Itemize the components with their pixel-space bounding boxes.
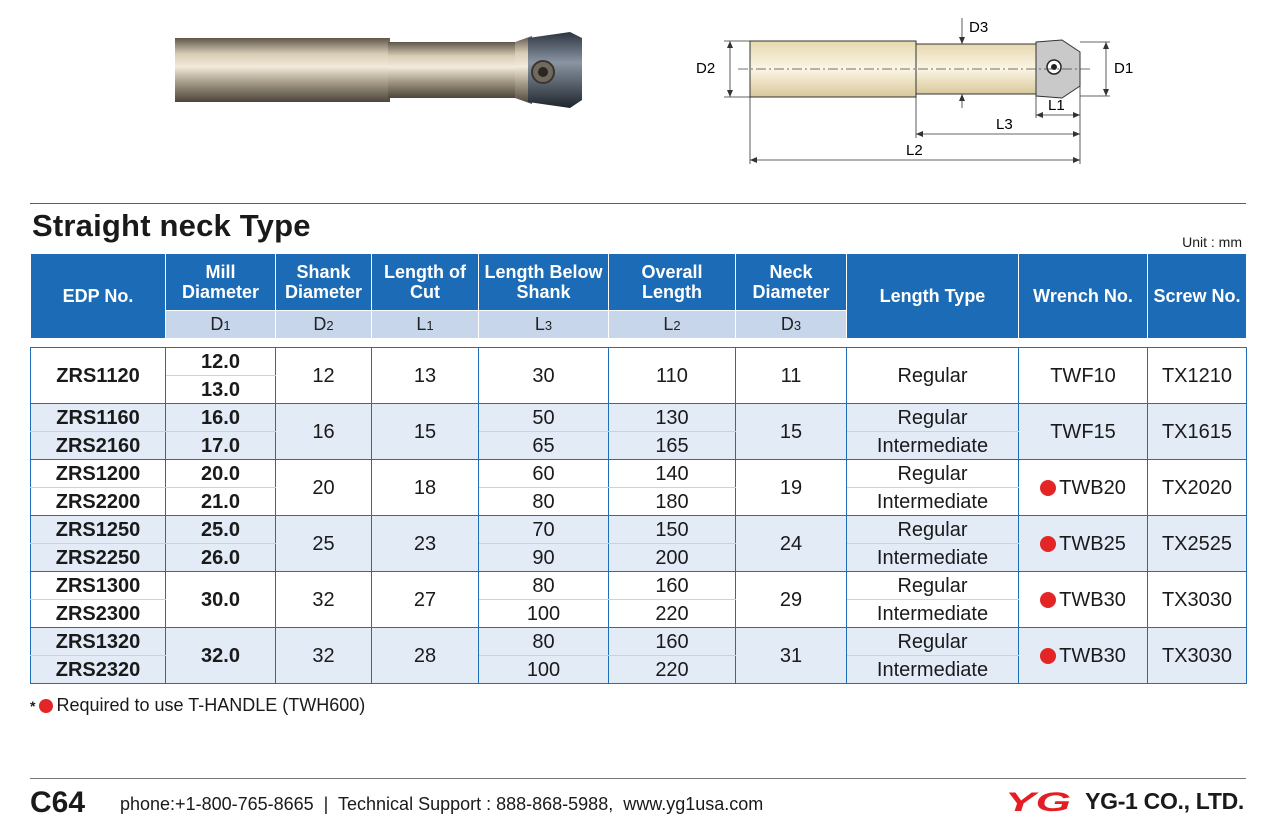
wrench-cell xyxy=(1019,348,1148,404)
header-length-of-cut: Length of Cut xyxy=(372,254,479,311)
length-type-cell: Regular xyxy=(847,516,1019,544)
length-type-cell: Intermediate xyxy=(847,600,1019,628)
screw-cell: TX1210 xyxy=(1148,348,1247,404)
shank-diameter-cell: 12 xyxy=(276,348,372,404)
required-dot-icon xyxy=(1040,480,1056,496)
overall-length-cell: 160 xyxy=(609,572,736,600)
length-below-shank-cell: 65 xyxy=(479,432,609,460)
edp-cell: ZRS1320 xyxy=(31,628,166,656)
length-of-cut-cell: 23 xyxy=(372,516,479,572)
screw-cell: TX2020 xyxy=(1148,460,1247,516)
length-below-shank-cell: 30 xyxy=(479,348,609,404)
length-below-shank-cell: 90 xyxy=(479,544,609,572)
table-row xyxy=(31,460,1247,488)
table-row xyxy=(31,348,1247,376)
length-type-cell: Regular xyxy=(847,460,1019,488)
wrench-cell xyxy=(1019,628,1148,684)
label-l3: L3 xyxy=(996,116,1013,133)
overall-length-cell: 140 xyxy=(609,460,736,488)
neck-diameter-cell: 29 xyxy=(736,572,847,628)
edp-cell: ZRS1300 xyxy=(31,572,166,600)
overall-length-cell: 220 xyxy=(609,656,736,684)
label-d2: D2 xyxy=(696,60,716,77)
section-divider xyxy=(30,203,1246,204)
wrench-cell xyxy=(1019,516,1148,572)
edp-cell: ZRS1250 xyxy=(31,516,166,544)
edp-cell: ZRS1200 xyxy=(31,460,166,488)
wrench-cell xyxy=(1019,404,1148,460)
table-row xyxy=(31,572,1247,600)
header-overall-length: Overall Length xyxy=(609,254,736,311)
neck-diameter-cell: 19 xyxy=(736,460,847,516)
wrench-label: TWF10 xyxy=(1050,364,1116,387)
length-of-cut-cell: 28 xyxy=(372,628,479,684)
wrench-cell xyxy=(1019,572,1148,628)
shank-diameter-cell: 16 xyxy=(276,404,372,460)
overall-length-cell: 150 xyxy=(609,516,736,544)
required-dot-icon xyxy=(1040,536,1056,552)
required-dot-icon xyxy=(1040,648,1056,664)
overall-length-cell: 220 xyxy=(609,600,736,628)
neck-diameter-cell: 24 xyxy=(736,516,847,572)
header-mill-diameter: Mill Diameter xyxy=(166,254,276,311)
length-below-shank-cell: 80 xyxy=(479,628,609,656)
wrench-label: TWB30 xyxy=(1059,644,1126,667)
overall-length-cell: 130 xyxy=(609,404,736,432)
symbol-d3: D3 xyxy=(736,311,847,339)
symbol-l3: L3 xyxy=(479,311,609,339)
shank-diameter-cell: 32 xyxy=(276,628,372,684)
footer-contact: phone:+1-800-765-8665 | Technical Support : 888-868-5988, www.yg1usa.com xyxy=(120,794,764,814)
edp-cell: ZRS2200 xyxy=(31,488,166,516)
shank-diameter-cell: 25 xyxy=(276,516,372,572)
spec-table xyxy=(30,253,1247,684)
overall-length-cell: 160 xyxy=(609,628,736,656)
header-neck-diameter: Neck Diameter xyxy=(736,254,847,311)
screw-cell: TX1615 xyxy=(1148,404,1247,460)
spec-table-body xyxy=(31,339,1247,684)
table-row xyxy=(31,516,1247,544)
length-type-cell: Regular xyxy=(847,404,1019,432)
label-d3: D3 xyxy=(969,19,989,36)
length-below-shank-cell: 80 xyxy=(479,488,609,516)
edp-cell: ZRS2320 xyxy=(31,656,166,684)
length-below-shank-cell: 70 xyxy=(479,516,609,544)
table-row xyxy=(31,404,1247,432)
company-logo xyxy=(1005,788,1244,815)
company-name: YG-1 CO., LTD. xyxy=(1085,788,1244,814)
length-below-shank-cell: 50 xyxy=(479,404,609,432)
overall-length-cell: 180 xyxy=(609,488,736,516)
footer-divider xyxy=(30,778,1246,779)
edp-cell: ZRS1120 xyxy=(31,348,166,404)
length-type-cell: Intermediate xyxy=(847,488,1019,516)
header-screw-no: Screw No. xyxy=(1148,254,1247,339)
header-shank-diameter: Shank Diameter xyxy=(276,254,372,311)
wrench-label: TWB30 xyxy=(1059,588,1126,611)
length-below-shank-cell: 100 xyxy=(479,656,609,684)
length-type-cell: Intermediate xyxy=(847,432,1019,460)
mill-diameter-cell: 12.0 xyxy=(166,348,276,376)
label-l2: L2 xyxy=(906,142,923,159)
wrench-cell xyxy=(1019,460,1148,516)
label-d1: D1 xyxy=(1114,60,1134,77)
wrench-label: TWB25 xyxy=(1059,532,1126,555)
symbol-d2: D2 xyxy=(276,311,372,339)
length-type-cell: Regular xyxy=(847,348,1019,404)
edp-cell: ZRS2250 xyxy=(31,544,166,572)
symbol-l1: L1 xyxy=(372,311,479,339)
technical-drawing xyxy=(690,12,1150,172)
length-of-cut-cell: 18 xyxy=(372,460,479,516)
length-type-cell: Intermediate xyxy=(847,656,1019,684)
edp-cell: ZRS2300 xyxy=(31,600,166,628)
length-of-cut-cell: 15 xyxy=(372,404,479,460)
overall-length-cell: 165 xyxy=(609,432,736,460)
overall-length-cell: 200 xyxy=(609,544,736,572)
table-row xyxy=(31,628,1247,656)
mill-diameter-cell: 32.0 xyxy=(166,628,276,684)
unit-label: Unit : mm xyxy=(1182,234,1242,250)
length-below-shank-cell: 60 xyxy=(479,460,609,488)
screw-cell: TX3030 xyxy=(1148,628,1247,684)
header-wrench-no: Wrench No. xyxy=(1019,254,1148,339)
symbol-l2: L2 xyxy=(609,311,736,339)
label-l1: L1 xyxy=(1048,97,1065,114)
required-dot-icon xyxy=(39,699,53,713)
logo-mark: YG xyxy=(1005,788,1072,815)
neck-diameter-cell: 15 xyxy=(736,404,847,460)
mill-diameter-cell: 30.0 xyxy=(166,572,276,628)
screw-cell: TX2525 xyxy=(1148,516,1247,572)
length-of-cut-cell: 27 xyxy=(372,572,479,628)
neck-diameter-cell: 31 xyxy=(736,628,847,684)
screw-cell: TX3030 xyxy=(1148,572,1247,628)
mill-diameter-cell: 13.0 xyxy=(166,376,276,404)
shank-diameter-cell: 32 xyxy=(276,572,372,628)
mill-diameter-cell: 17.0 xyxy=(166,432,276,460)
length-type-cell: Regular xyxy=(847,572,1019,600)
header-length-type: Length Type xyxy=(847,254,1019,339)
page-number: C64 xyxy=(30,786,86,819)
overall-length-cell: 110 xyxy=(609,348,736,404)
header-edp: EDP No. xyxy=(31,254,166,339)
mill-diameter-cell: 21.0 xyxy=(166,488,276,516)
length-type-cell: Regular xyxy=(847,628,1019,656)
length-below-shank-cell: 80 xyxy=(479,572,609,600)
length-type-cell: Intermediate xyxy=(847,544,1019,572)
mill-diameter-cell: 25.0 xyxy=(166,516,276,544)
symbol-d1: D1 xyxy=(166,311,276,339)
edp-cell: ZRS2160 xyxy=(31,432,166,460)
footnote-text: Required to use T-HANDLE (TWH600) xyxy=(56,695,366,715)
required-dot-icon xyxy=(1040,592,1056,608)
length-below-shank-cell: 100 xyxy=(479,600,609,628)
mill-diameter-cell: 26.0 xyxy=(166,544,276,572)
wrench-label: TWF15 xyxy=(1050,420,1116,443)
footnote xyxy=(30,695,365,716)
yg-logo-icon xyxy=(1005,789,1075,815)
header-length-below-shank: Length Below Shank xyxy=(479,254,609,311)
footnote-star: * xyxy=(30,698,36,714)
shank-diameter-cell: 20 xyxy=(276,460,372,516)
section-title: Straight neck Type xyxy=(32,208,311,243)
product-photo xyxy=(170,28,590,108)
neck-diameter-cell: 11 xyxy=(736,348,847,404)
wrench-label: TWB20 xyxy=(1059,476,1126,499)
length-of-cut-cell: 13 xyxy=(372,348,479,404)
edp-cell: ZRS1160 xyxy=(31,404,166,432)
mill-diameter-cell: 16.0 xyxy=(166,404,276,432)
mill-diameter-cell: 20.0 xyxy=(166,460,276,488)
